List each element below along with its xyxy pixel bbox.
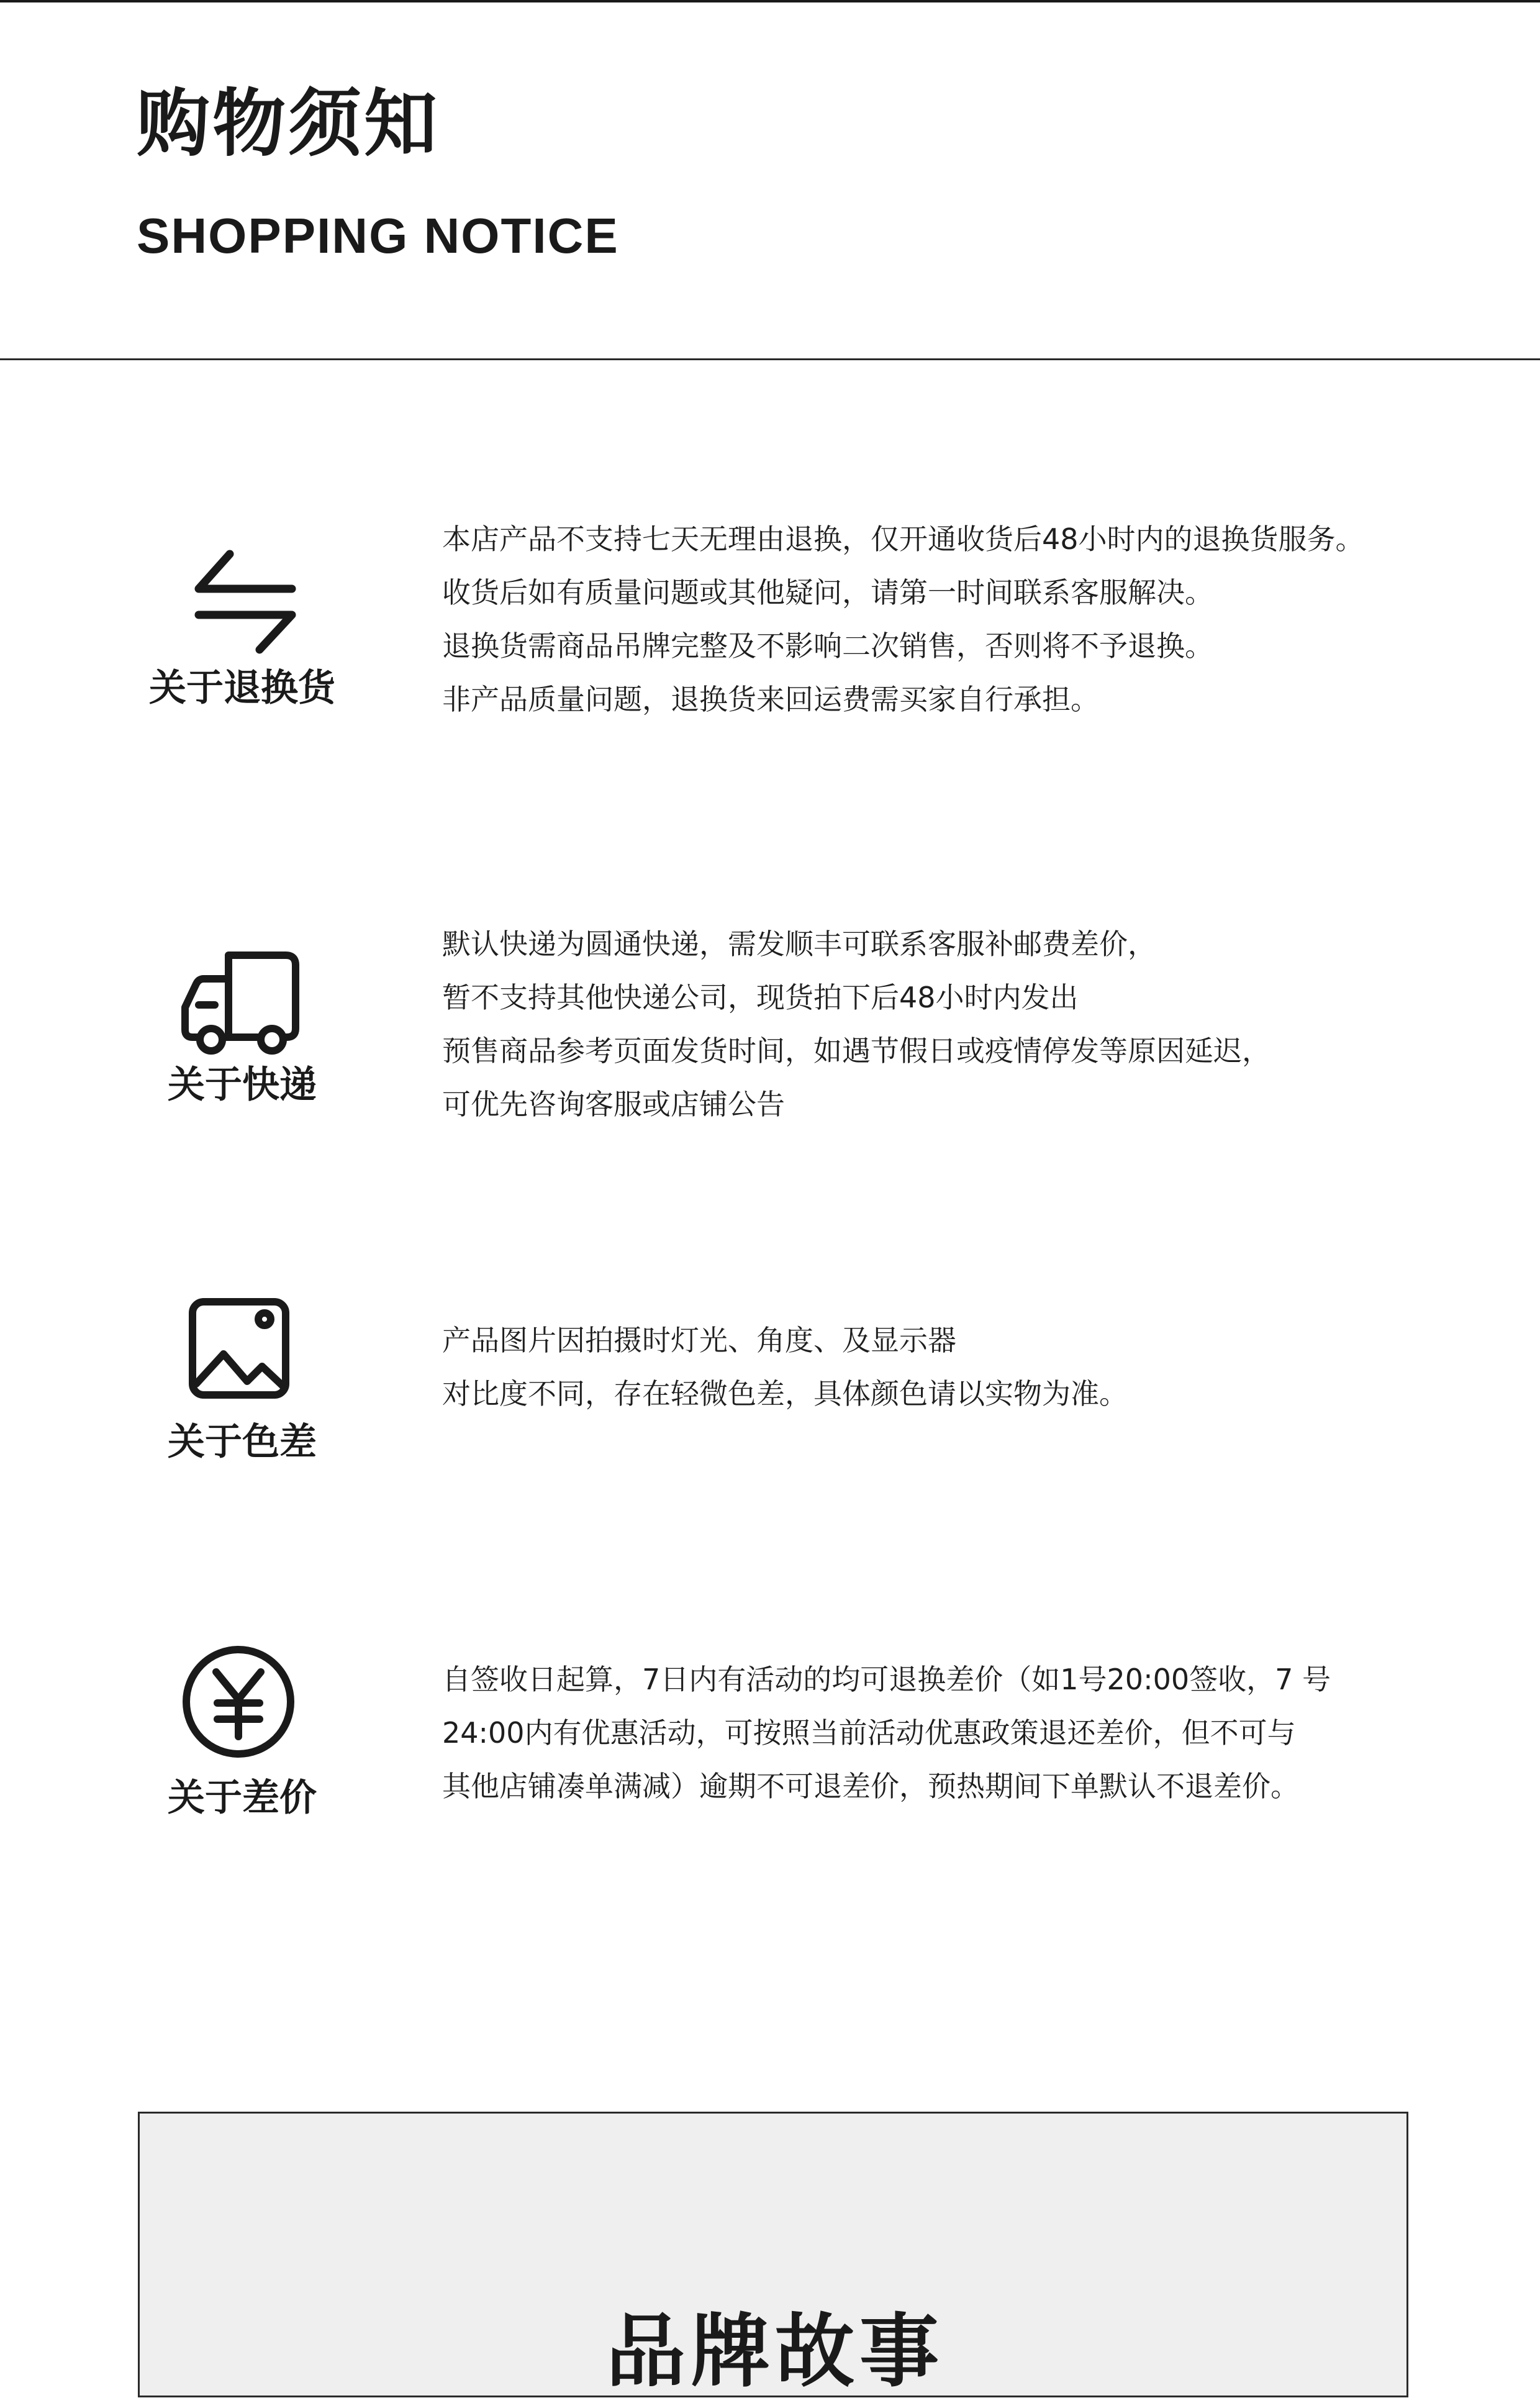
header-divider [0,358,1540,360]
text-line: 退换货需商品吊牌完整及不影响二次销售，否则将不予退换。 [442,629,1213,663]
text-line: 非产品质量问题，退换货来回运费需买家自行承担。 [442,683,1099,716]
text-line: 预售商品参考页面发货时间，如遇节假日或疫情停发等原因延迟， [442,1034,1270,1068]
text-line: 产品图片因拍摄时灯光、角度、及显示器 [442,1324,956,1357]
section-text [442,1653,1331,1813]
page-title: 购物须知 [137,81,440,166]
text-line: 24:00内有优惠活动，可按照当前活动优惠政策退还差价，但不可与 [442,1716,1296,1750]
section-text [442,1314,1128,1420]
top-divider [0,0,1540,2]
brand-story-panel [138,2112,1408,2397]
exchange-arrows-icon [174,528,310,665]
image-picture-icon [174,1279,310,1416]
text-line: 可优先咨询客服或店铺公告 [442,1088,785,1121]
text-line: 收货后如有质量问题或其他疑问，请第一时间联系客服解决。 [442,576,1213,609]
section-label: 关于退换货 [149,666,335,710]
text-line: 对比度不同，存在轻微色差，具体颜色请以实物为准。 [442,1377,1128,1410]
section-label: 关于快递 [168,1063,317,1107]
page-subtitle: SHOPPING NOTICE [137,208,619,263]
text-line: 默认快递为圆通快递，需发顺丰可联系客服补邮费差价， [442,927,1156,961]
section-text [442,917,1270,1131]
brand-story-title: 品牌故事 [605,2305,944,2398]
text-line: 自签收日起算，7日内有活动的均可退换差价（如1号20:00签收，7 号 [442,1663,1331,1696]
text-line: 本店产品不支持七天无理由退换，仅开通收货后48小时内的退换货服务。 [442,522,1364,556]
section-label: 关于色差 [168,1420,317,1464]
delivery-truck-icon [174,938,310,1074]
section-text [442,512,1364,726]
text-line: 暂不支持其他快递公司，现货拍下后48小时内发出 [442,981,1079,1014]
yuan-coin-icon [174,1633,310,1770]
section-label: 关于差价 [168,1776,317,1820]
text-line: 其他店铺凑单满减）逾期不可退差价，预热期间下单默认不退差价。 [442,1769,1299,1803]
